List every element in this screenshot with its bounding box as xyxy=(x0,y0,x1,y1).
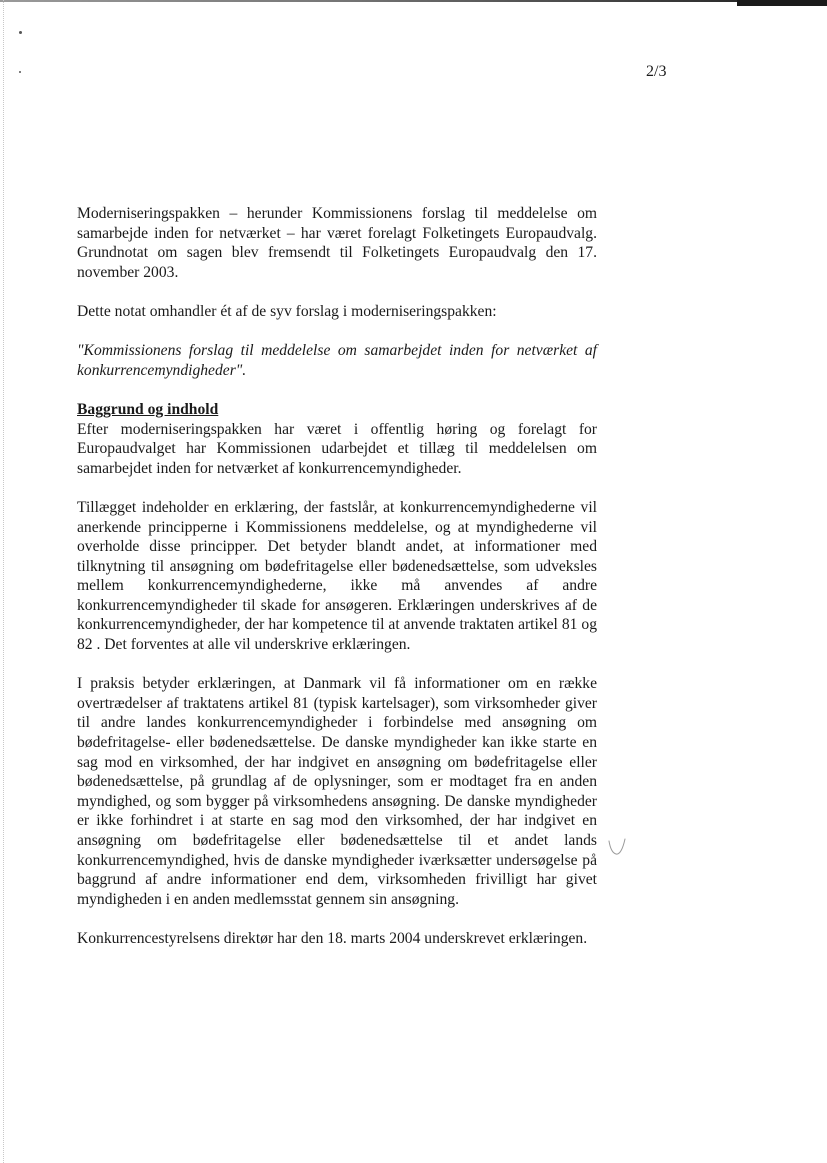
handwritten-check-mark-icon xyxy=(606,834,628,865)
scan-left-edge xyxy=(3,0,5,1163)
intro-paragraph: Moderniseringspakken – herunder Kommissionens forslag til meddelelse om samarbejde inden for netværket – har været forelagt Folketingets Europaudvalg. Grundnotat om sagen blev fremsendt til Folketingets Europaudvalg den 17. november 2003. xyxy=(77,205,597,281)
scan-top-edge-shadow xyxy=(737,0,827,6)
page-number: 2/3 xyxy=(646,63,667,80)
scan-top-edge-line xyxy=(0,0,827,2)
background-paragraph: Efter moderniseringspakken har været i offentlig høring og forelagt for Europaudvalget har Kommissionen udarbejdet et tillæg til meddelelsen om samarbejdet inden for netværket af konkurrencemyndigheder. xyxy=(77,420,597,477)
proposal-title: "Kommissionens forslag til meddelelse om samarbejdet inden for netværket af konkurrencemyndigheder". xyxy=(77,342,597,379)
signature-paragraph: Konkurrencestyrelsens direktør har den 18. marts 2004 underskrevet erklæringen. xyxy=(77,929,588,947)
practice-paragraph: I praksis betyder erklæringen, at Danmark vil få informationer om en række overtrædelser af traktatens artikel 81 (typisk kartelsager), som virksomheder giver til andre landes konkurrencemyndigheder i forbindelse med ansøgning om bødefritagelse- eller bødenedsættelse. De danske myndigheder kan ikke starte en sag mod en virksomhed, der har indgivet en ansøgning om bødefritagelse eller bødenedsættelse, på grundlag af de oplysninger, som er modtaget fra en anden myndighed, og som bygger på virksomhedens ansøgning. De danske myndigheder er ikke forhindret i at starte en sag mod den virksomhed, der har indgivet en ansøgning om bødefritagelse eller bødenedsættelse til et andet lands konkurrencemyndighed, hvis de danske myndigheder iværksætter undersøgelse på baggrund af andre informationer end dem, virksomheden frivilligt har givet myndigheden i en anden medlemsstat gennem sin ansøgning. xyxy=(77,675,597,908)
section-heading: Baggrund og indhold xyxy=(77,400,219,418)
declaration-paragraph: Tillægget indeholder en erklæring, der fastslår, at konkurrencemyndighederne vil anerkende principperne i Kommissionens meddelelse, og at myndighederne vil overholde disse principper. Det betyder blandt andet, at informationer med tilknytning til ansøgning om bødefritagelse eller bødenedsættelse, som udveksles mellem konkurrencemyndighederne, ikke må anvendes af andre konkurrencemyndigheder til skade for ansøgeren. Erklæringen underskrives af de konkurrencemyndigheder, der har kompetence til at anvende traktaten artikel 81 og 82 . Det forventes at alle vil underskrive erklæringen. xyxy=(77,498,597,654)
scan-speck xyxy=(19,31,22,34)
scan-speck xyxy=(19,71,21,73)
scope-paragraph: Dette notat omhandler ét af de syv forslag i moderniseringspakken: xyxy=(77,302,497,320)
document-body xyxy=(77,204,597,949)
